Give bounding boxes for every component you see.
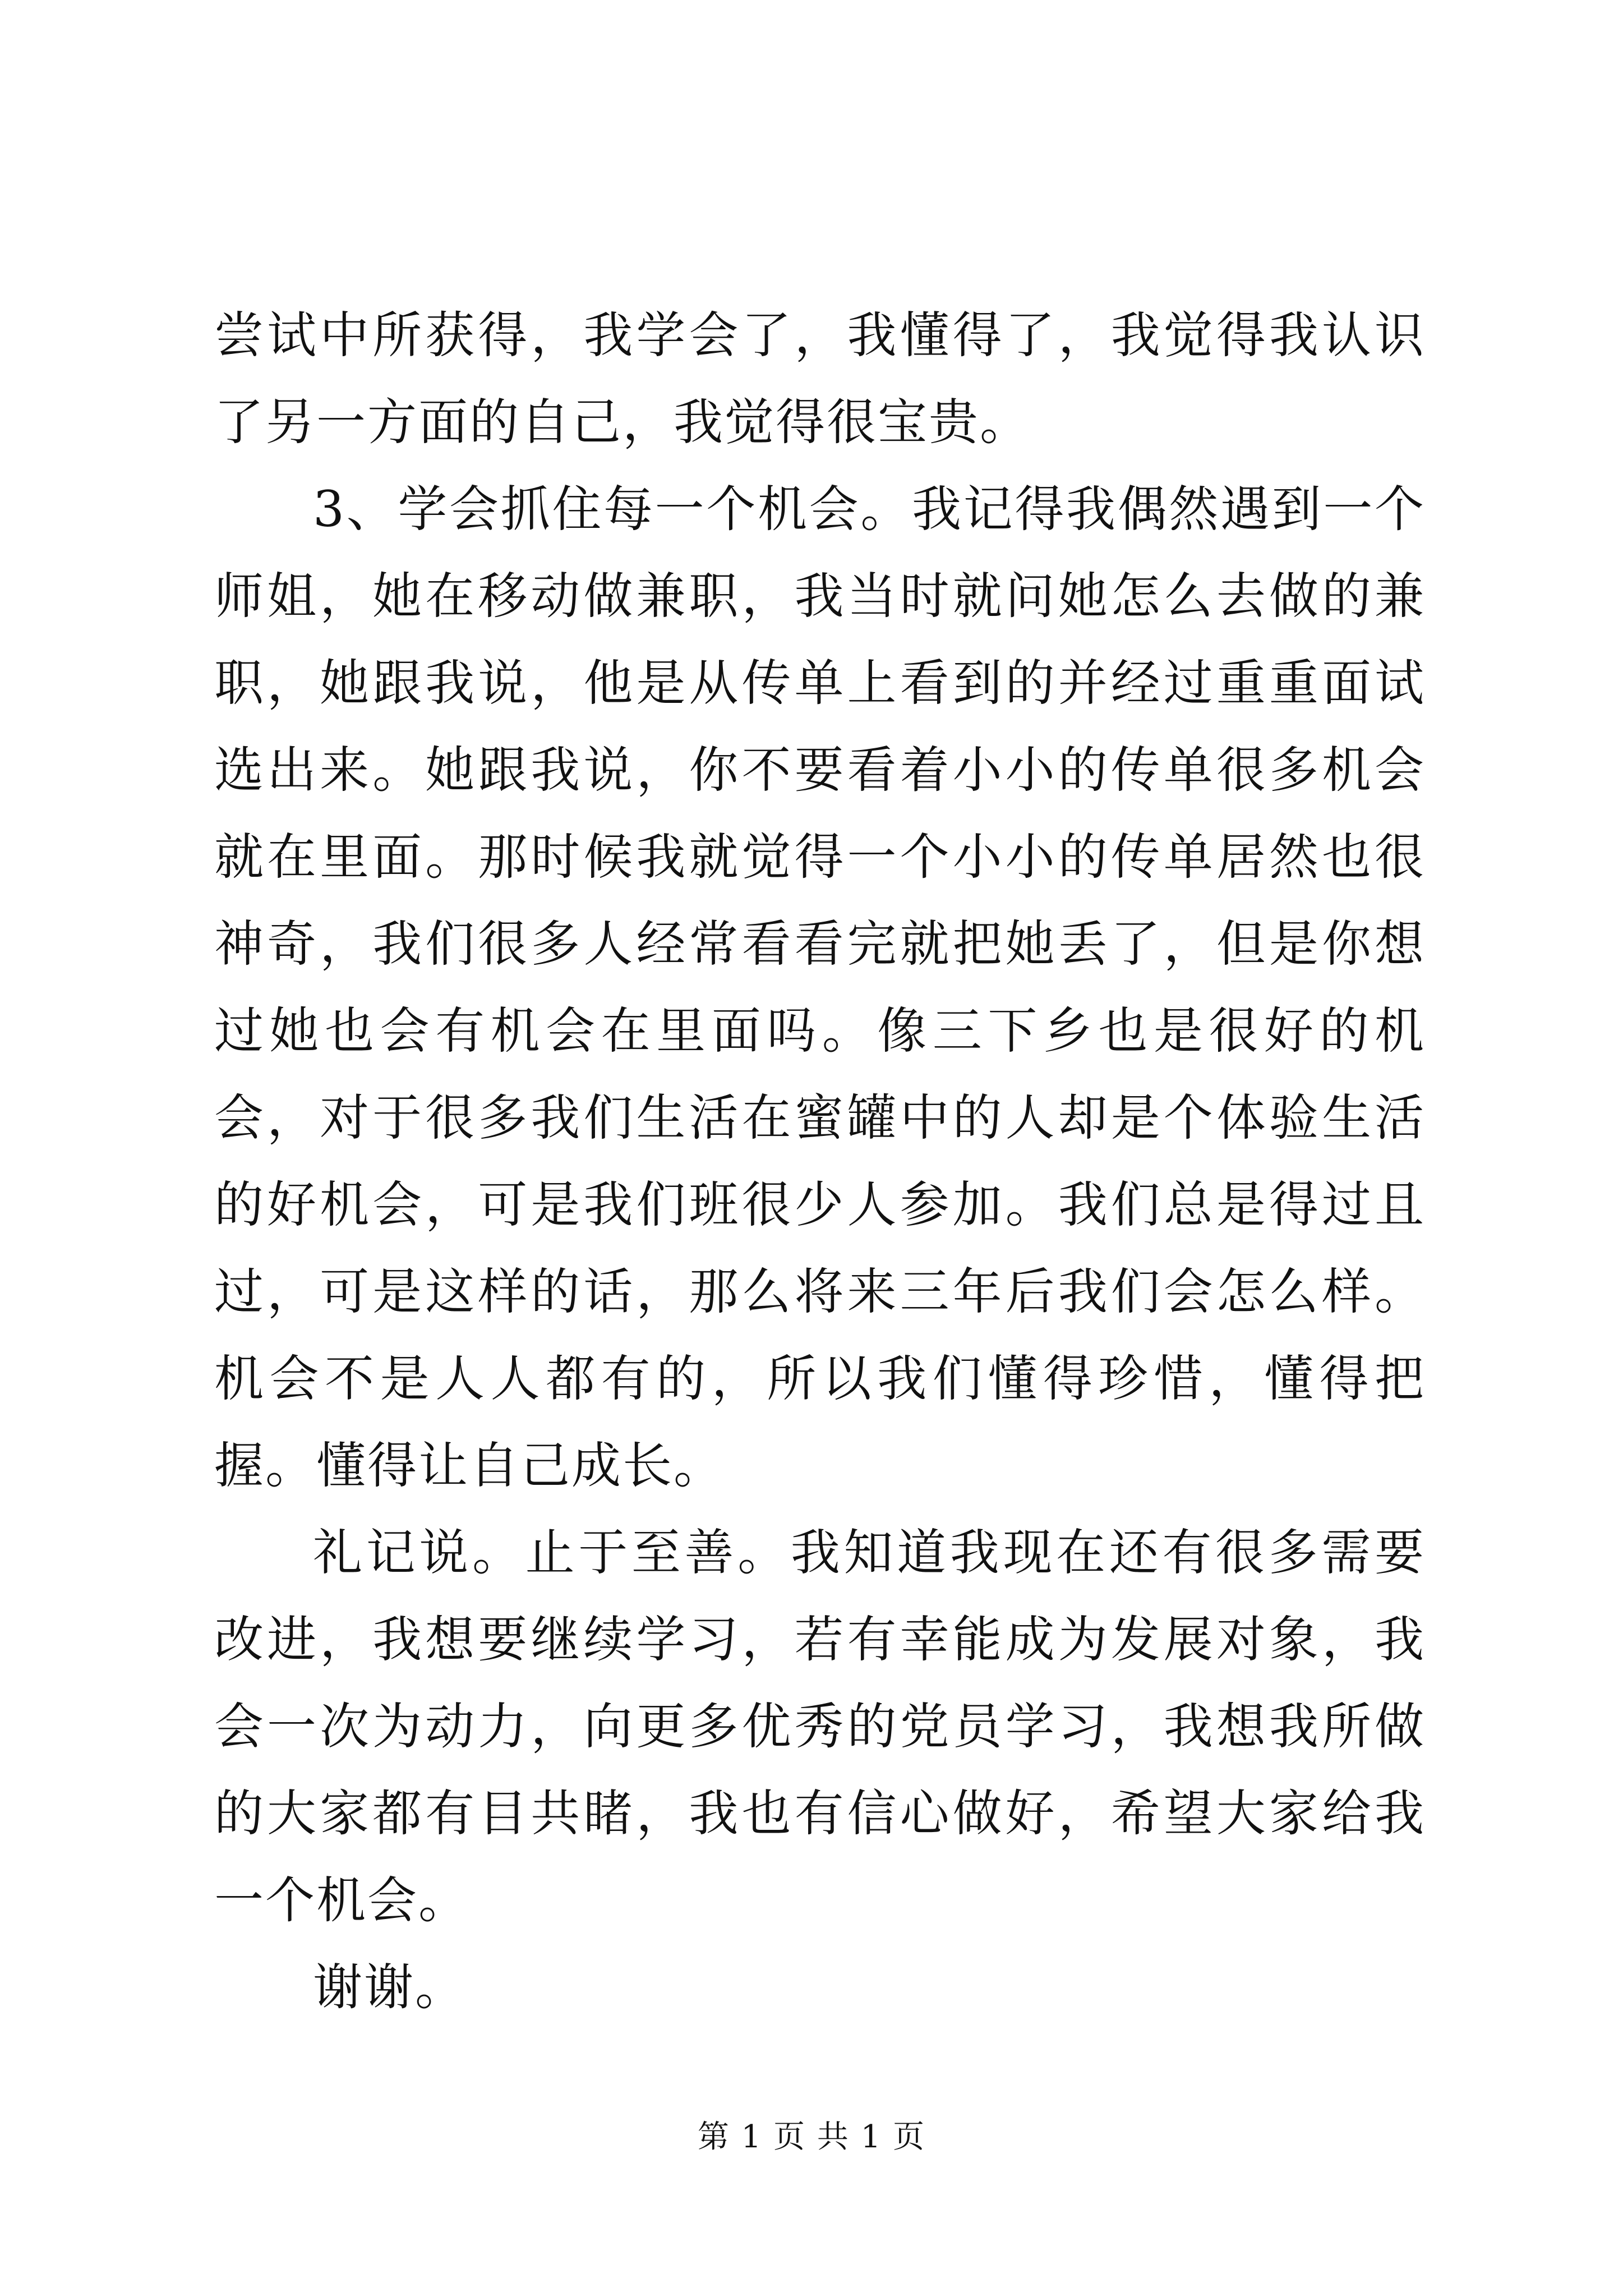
paragraph-continuation: 尝试中所获得，我学会了，我懂得了，我觉得我认识了另一方面的自己，我觉得很宝贵。 bbox=[214, 306, 1426, 451]
paragraph-conclusion: 礼记说。止于至善。我知道我现在还有很多需要改进，我想要继续学习，若有幸能成为发展对象，我会一次为动力，向更多优秀的党员学习，我想我所做的大家都有目共睹，我也有信心做好，希望大家给我一个机会。 bbox=[214, 1524, 1426, 1929]
document-body bbox=[214, 292, 1426, 2031]
page-number-footer: 第 1 页 共 1 页 bbox=[697, 2119, 926, 2155]
paragraph-thanks: 谢谢。 bbox=[313, 1958, 467, 2016]
paragraph-seize-opportunity: 3、学会抓住每一个机会。我记得我偶然遇到一个师姐，她在移动做兼职，我当时就问她怎么去做的兼职，她跟我说，他是从传单上看到的并经过重重面试选出来。她跟我说，你不要看着小小的传单很多机会就在里面。那时候我就觉得一个小小的传单居然也很神奇，我们很多人经常看看完就把她丢了，但是你想过她也会有机会在里面吗。像三下乡也是很好的机会，对于很多我们生活在蜜罐中的人却是个体验生活的好机会，可是我们班很少人参加。我们总是得过且过，可是这样的话，那么将来三年后我们会怎么样。机会不是人人都有的，所以我们懂得珍惜，懂得把握。懂得让自己成长。 bbox=[214, 480, 1426, 1494]
